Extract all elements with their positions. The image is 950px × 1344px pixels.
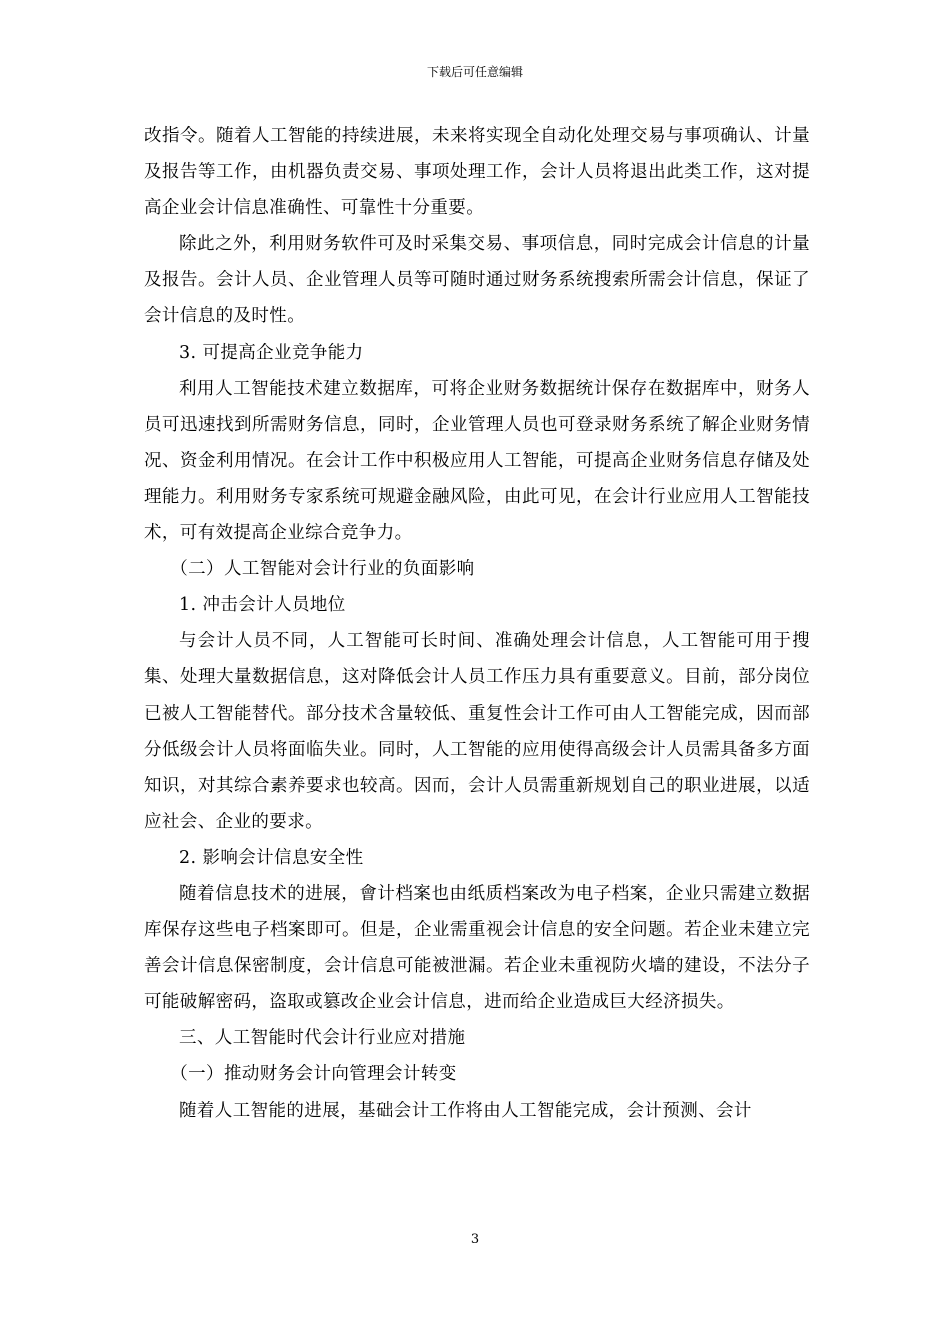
subheading-information-security: 2. 影响会计信息安全性 — [179, 847, 364, 868]
chapter-heading-countermeasures: 三、人工智能时代会计行业应对措施 — [179, 1028, 466, 1049]
paragraph-information-security: 随着信息技术的进展，會计档案也由纸质档案改为电子档案，企业只需建立数据库保存这些电子档案即可。但是，企业需重视会计信息的安全问题。若企业未建立完善会计信息保密制度，会计信息可能被泄漏。若企业未重视防火墙的建设，不法分子可能破解密码，盗取或篡改企业会计信息，进而给企业造成巨大经济损失。 — [144, 883, 810, 1013]
subheading-impact-on-staff: 1. 冲击会计人员地位 — [179, 595, 346, 616]
paragraph-impact-on-staff: 与会计人员不同，人工智能可长时间、准确处理会计信息，人工智能可用于搜集、处理大量数据信息，这对降低会计人员工作压力具有重要意义。目前，部分岗位已被人工智能替代。部分技术含量较低、重复性会计工作可由人工智能完成，因而部分低级会计人员将面临失业。同时，人工智能的应用使得高级会计人员需具备多方面知识，对其综合素养要求也较高。因而，会计人员需重新规划自己的职业进展，以适应社会、企业的要求。 — [144, 631, 810, 832]
paragraph-management-accounting: 随着人工智能的进展，基础会计工作将由人工智能完成，会计预测、会计 — [179, 1100, 752, 1121]
subheading-competitiveness: 3. 可提高企业竞争能力 — [179, 342, 364, 363]
page-number: 3 — [470, 1232, 480, 1247]
document-body — [144, 118, 810, 1129]
page-header: 下载后可任意编辑 — [426, 65, 523, 79]
paragraph-timeliness: 除此之外，利用财务软件可及时采集交易、事项信息，同时完成会计信息的计量及报告。会计人员、企业管理人员等可随时通过财务系统搜索所需会计信息，保证了会计信息的及时性。 — [144, 234, 810, 327]
section-heading-management-accounting: （一）推动财务会计向管理会计转变 — [170, 1064, 457, 1085]
paragraph-competitiveness: 利用人工智能技术建立数据库，可将企业财务数据统计保存在数据库中，财务人员可迅速找到所需财务信息，同时，企业管理人员也可登录财务系统了解企业财务情况、资金利用情况。在会计工作中积极应用人工智能，可提高企业财务信息存储及处理能力。利用财务专家系统可规避金融风险，由此可见，在会计行业应用人工智能技术，可有效提高企业综合竞争力。 — [144, 378, 810, 544]
paragraph-continuation: 改指令。随着人工智能的持续进展，未来将实现全自动化处理交易与事项确认、计量及报告等工作，由机器负责交易、事项处理工作，会计人员将退出此类工作，这对提高企业会计信息准确性、可靠性十分重要。 — [144, 126, 810, 219]
section-heading-negative-impact: （二）人工智能对会计行业的负面影响 — [170, 559, 475, 580]
